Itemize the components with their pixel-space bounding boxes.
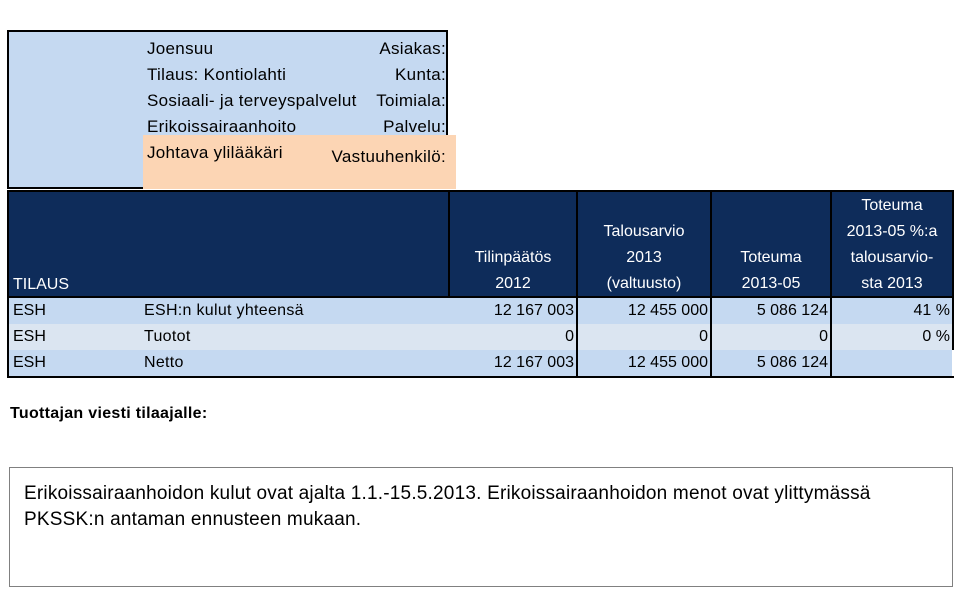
row-pct: 41 % [913, 302, 950, 319]
row-ta2013: 0 [699, 328, 708, 345]
header-line: Toteuma [740, 249, 802, 266]
data-table [7, 298, 954, 378]
header-col-toteuma-pct [832, 193, 952, 297]
header-line: (valtuusto) [606, 275, 682, 292]
row-desc: Netto [144, 354, 184, 371]
row-desc: ESH:n kulut yhteensä [144, 302, 304, 319]
info-label: Kunta: [395, 65, 446, 84]
column-divider [576, 298, 578, 376]
header-line: talousarvio- [850, 249, 934, 266]
header-line: sta 2013 [861, 275, 923, 292]
row-tot2013: 0 [819, 328, 828, 345]
row-tot2013: 5 086 124 [756, 354, 828, 371]
row-ta2013: 12 455 000 [627, 302, 708, 319]
row-code: ESH [13, 328, 46, 345]
header-line: 2013 [626, 249, 662, 266]
table-header [7, 190, 954, 298]
header-col-talousarvio [578, 219, 710, 297]
info-value: Johtava ylilääkäri [147, 143, 283, 162]
info-row-responsible [9, 139, 446, 165]
info-label: Toimiala: [376, 91, 446, 110]
info-row-customer [9, 35, 446, 61]
info-value: Tilaus: Kontiolahti [147, 65, 287, 84]
message-text [24, 481, 934, 533]
info-label: Palvelu: [383, 117, 446, 136]
message-line: PKSSK:n antaman ennusteen mukaan. [24, 509, 362, 530]
info-value: Sosiaali- ja terveyspalvelut [147, 91, 357, 110]
header-col-toteuma [712, 245, 830, 297]
info-row-service [9, 113, 446, 139]
row-desc: Tuotot [144, 328, 191, 345]
info-row-municipality [9, 61, 446, 87]
message-line: Erikoissairaanhoidon kulut ovat ajalta 1.1.-15.5.2013. Erikoissairaanhoidon menot ovat ylittymässä [24, 483, 871, 504]
header-line: Talousarvio [603, 223, 685, 240]
info-label: Vastuuhenkilö: [331, 147, 446, 166]
info-value: Erikoissairaanhoito [147, 117, 297, 136]
row-pct: 0 % [922, 328, 950, 345]
header-line: Tilinpäätös [474, 249, 552, 266]
header-line: Toteuma [861, 197, 923, 214]
row-code: ESH [13, 302, 46, 319]
info-row-sector [9, 87, 446, 113]
message-title: Tuottajan viesti tilaajalle: [10, 405, 208, 422]
message-box [9, 467, 953, 587]
table-row [9, 350, 952, 376]
column-divider [830, 298, 832, 376]
header-line: 2013-05 %:a [846, 223, 938, 240]
header-tilaus: TILAUS [13, 276, 70, 293]
row-tot2013: 5 086 124 [756, 302, 828, 319]
table-row [9, 324, 952, 350]
header-col-tilinpaatos [450, 245, 576, 297]
row-code: ESH [13, 354, 46, 371]
row-ta2013: 12 455 000 [627, 354, 708, 371]
info-box [7, 30, 448, 189]
row-tp2012: 12 167 003 [493, 302, 574, 319]
info-label: Asiakas: [379, 39, 446, 58]
header-line: 2013-05 [741, 275, 801, 292]
table-row [9, 298, 952, 324]
header-line: 2012 [495, 275, 531, 292]
row-tp2012: 12 167 003 [493, 354, 574, 371]
info-value: Joensuu [147, 39, 214, 58]
row-tp2012: 0 [565, 328, 574, 345]
column-divider [710, 298, 712, 376]
